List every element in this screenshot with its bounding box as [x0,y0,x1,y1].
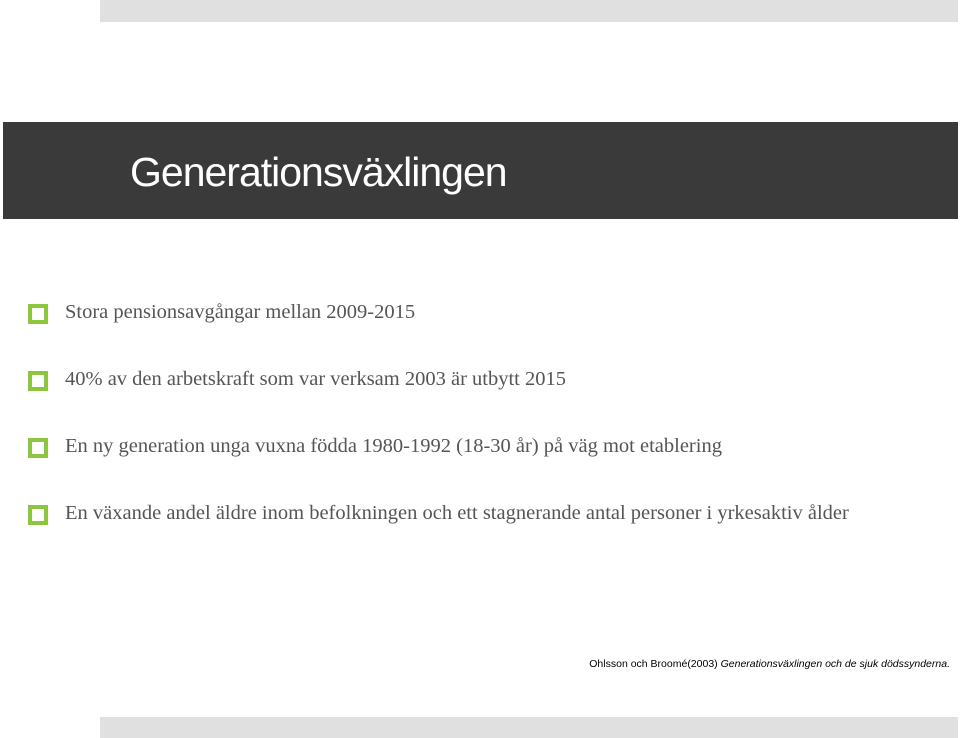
square-bullet-icon [28,505,48,525]
square-bullet-icon [28,438,48,458]
bullet-text: En ny generation unga vuxna födda 1980-1992 (18-30 år) på väg mot etablering [65,435,722,457]
bullet-text: Stora pensionsavgångar mellan 2009-2015 [65,301,416,323]
citation [589,657,950,671]
citation-title: Generationsväxlingen och de sjuk dödssynderna. [720,658,950,670]
bullet-item [28,302,888,322]
top-decor-bar [100,0,958,22]
bullet-item [28,503,888,523]
square-bullet-icon [28,371,48,391]
bullet-list [28,302,888,523]
slide-title: Generationsväxlingen [130,149,507,195]
bullet-item [28,436,888,456]
citation-authors: Ohlsson och Broomé(2003) [589,658,718,670]
bullet-item [28,369,888,389]
bullet-text: En växande andel äldre inom befolkningen och ett stagnerande antal personer i yrkesaktiv ålder [65,502,849,524]
square-bullet-icon [28,304,48,324]
bottom-decor-bar [100,717,958,738]
bullet-text: 40% av den arbetskraft som var verksam 2003 är utbytt 2015 [65,368,566,390]
